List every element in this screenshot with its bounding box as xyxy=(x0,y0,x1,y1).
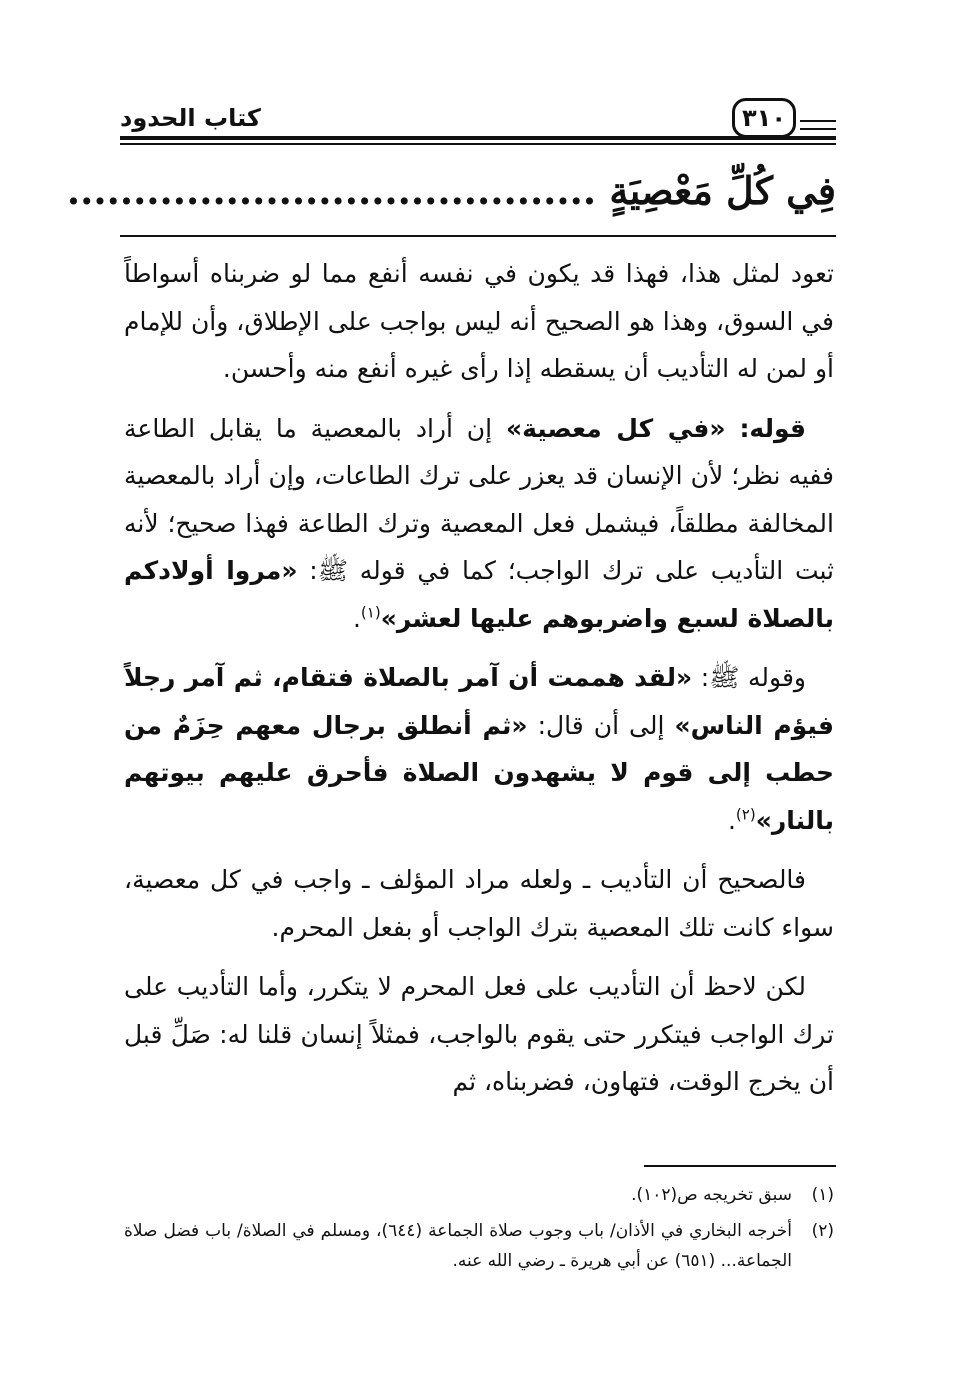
commentary-body xyxy=(124,250,834,1118)
footnote-divider xyxy=(644,1165,836,1167)
page-number: ٣١٠ xyxy=(732,98,796,138)
hadith-quote-1: «مروا أولادكم بالصلاة لسبع واضربوهم عليها لعشر» xyxy=(124,556,834,633)
paragraph-1: تعود لمثل هذا، فهذا قد يكون في نفسه أنفع مما لو ضربناه أسواطاً في السوق، وهذا هو الصحيح أنه ليس بواجب على الإطلاق، وأن للإمام أو لمن له التأديب أن يسقطه إذا رأى غيره أنفع منه وأحسن. xyxy=(123,259,834,383)
paragraph-2-label: قوله: xyxy=(739,413,807,443)
page-header xyxy=(120,98,836,158)
matn-text: فِي كُلِّ مَعْصِيَةٍ xyxy=(609,168,836,213)
paragraph-2-quote: «في كل معصية» xyxy=(505,413,726,443)
footnote-item xyxy=(124,1180,834,1210)
hadith-quote-3: «ثم أنطلق برجال معهم حِزَمٌ من حطب إلى قوم لا يشهدون الصلاة فأحرق عليهم بيوتهم بالنار» xyxy=(124,710,834,835)
paragraph-2 xyxy=(124,405,834,643)
matn-dots: ........................................ xyxy=(66,168,597,213)
footnote-number: (١) xyxy=(811,1185,834,1205)
paragraph-3-mid: إلى أن قال: xyxy=(527,710,675,740)
paragraph-3-intro: وقوله ﷺ: xyxy=(692,663,806,692)
paragraph-3-end: . xyxy=(727,805,736,835)
footnote-item xyxy=(124,1216,834,1276)
paragraph-5: لكن لاحظ أن التأديب على فعل المحرم لا يتكرر، وأما التأديب على ترك الواجب فيتكرر حتى يقوم بالواجب، فمثلاً إنسان قلنا له: صَلِّ قبل أن يخرج الوقت، فتهاون، فضربناه، ثم xyxy=(124,972,834,1096)
paragraph-2-end: . xyxy=(352,603,361,633)
paragraph-4: فالصحيح أن التأديب ـ ولعله مراد المؤلف ـ واجب في كل معصية، سواء كانت تلك المعصية بترك الواجب أو بفعل المحرم. xyxy=(124,865,834,942)
hadith-quote-2: «لقد هممت أن آمر بالصلاة فتقام، ثم آمر رجلاً فيؤم الناس» xyxy=(124,663,834,740)
book-title: كتاب الحدود xyxy=(120,104,261,132)
footnote-text: أخرجه البخاري في الأذان/ باب وجوب صلاة الجماعة (٦٤٤)، ومسلم في الصلاة/ باب فضل صلاة الجماعة... (٦٥١) عن أبي هريرة ـ رضي الله عنه. xyxy=(124,1221,792,1271)
footnote-ref-2: (٢) xyxy=(735,805,756,824)
matn-heading xyxy=(66,168,836,228)
footnote-ref-1: (١) xyxy=(360,603,381,622)
footnotes xyxy=(124,1180,834,1282)
paragraph-3 xyxy=(124,654,834,844)
header-rule-thick xyxy=(120,136,836,140)
matn-divider xyxy=(120,235,836,237)
footnote-text: سبق تخريجه ص(١٠٢). xyxy=(631,1185,792,1205)
header-decoration xyxy=(800,120,836,130)
footnote-number: (٢) xyxy=(811,1221,834,1241)
header-rule-thin xyxy=(120,143,836,145)
paragraph-2-text: إن أراد بالمعصية ما يقابل الطاعة ففيه نظر؛ لأن الإنسان قد يعزر على ترك الطاعات، وإن أراد بالمعصية المخالفة مطلقاً، فيشمل فعل المعصية وترك الطاعة فهذا صحيح؛ لأنه ثبت التأديب على ترك الواجب؛ كما في قوله ﷺ: xyxy=(124,413,834,585)
